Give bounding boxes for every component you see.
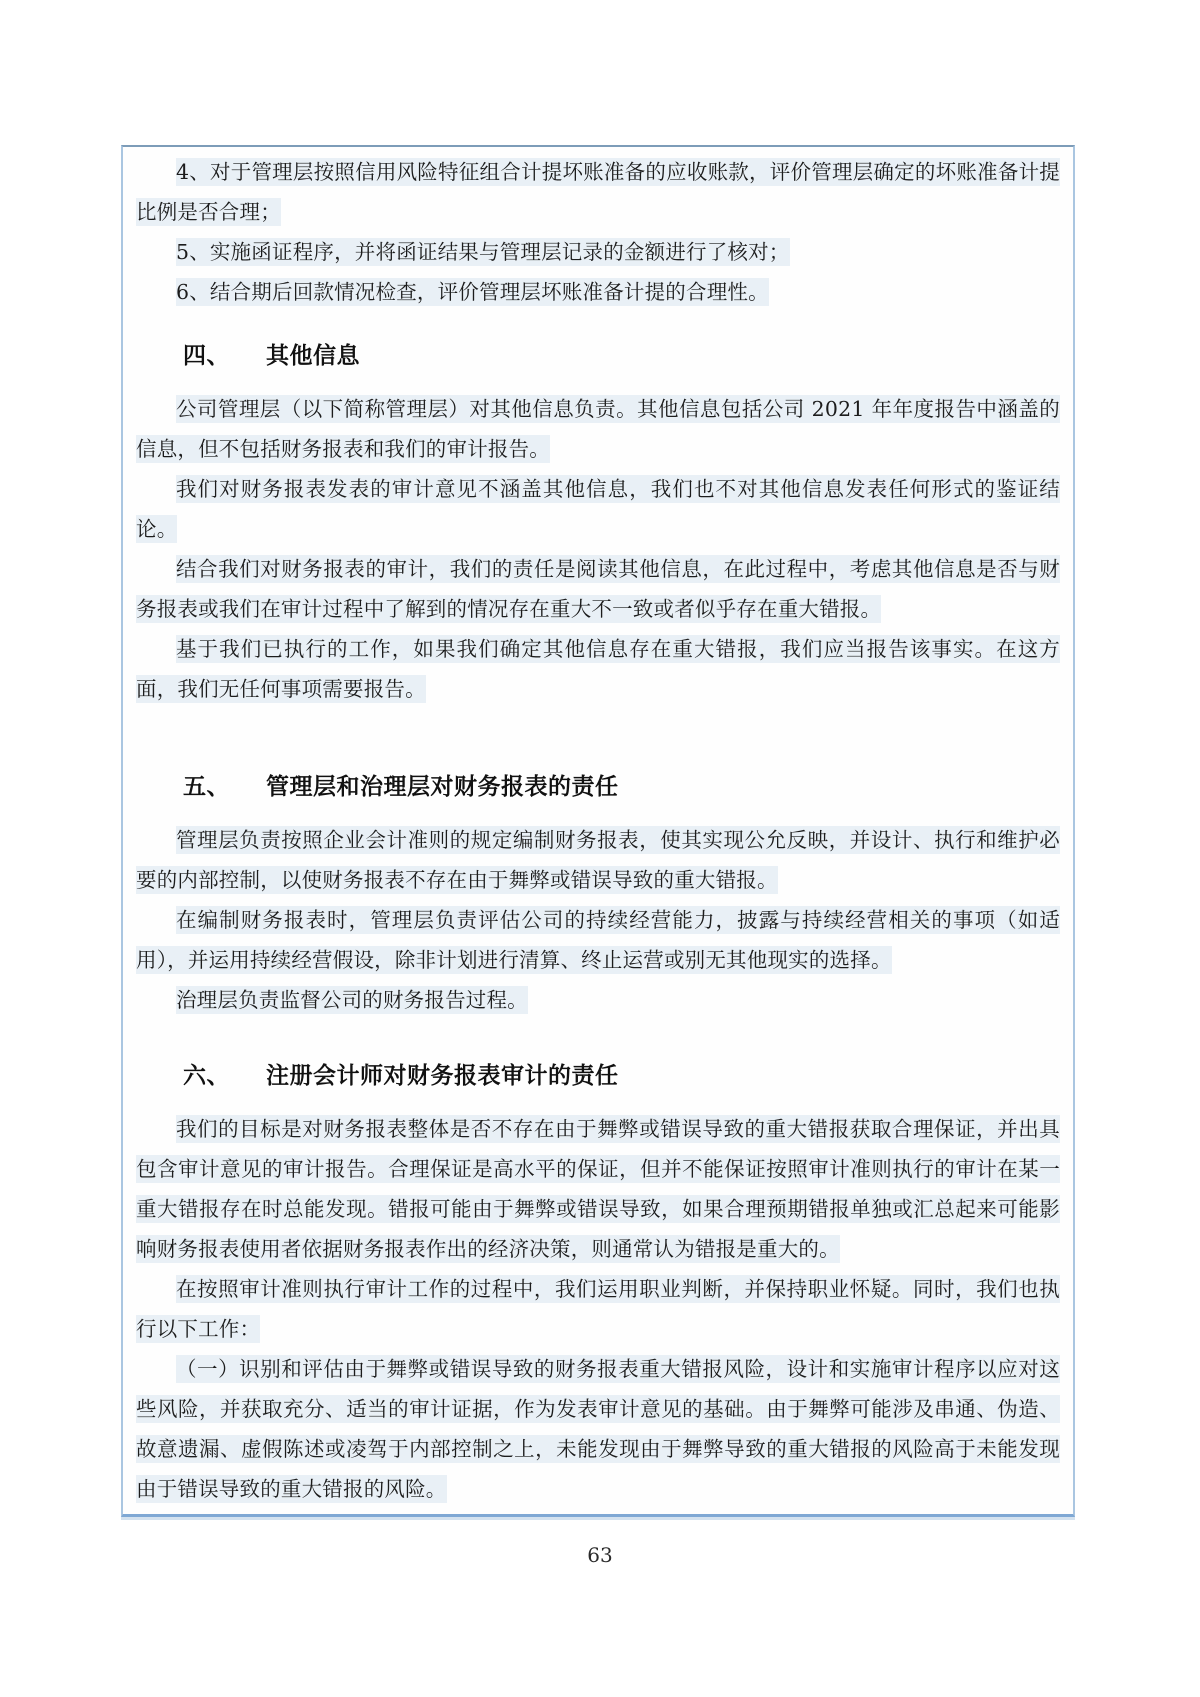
section-title: 管理层和治理层对财务报表的责任 bbox=[266, 774, 619, 800]
paragraph bbox=[136, 629, 1060, 709]
page-number: 63 bbox=[587, 1543, 613, 1567]
document-border-box bbox=[121, 145, 1075, 1517]
paragraph bbox=[136, 820, 1060, 900]
paragraph bbox=[136, 1349, 1060, 1509]
paragraph-text: 基于我们已执行的工作，如果我们确定其他信息存在重大错报，我们应当报告该事实。在这方面，我们无任何事项需要报告。 bbox=[136, 637, 1060, 701]
paragraph-text: 4、对于管理层按照信用风险特征组合计提坏账准备的应收账款，评价管理层确定的坏账准备计提比例是否合理； bbox=[136, 160, 1060, 224]
paragraph bbox=[136, 900, 1060, 980]
paragraph bbox=[136, 1269, 1060, 1349]
paragraph-item-5 bbox=[136, 232, 1060, 272]
paragraph-text: 治理层负责监督公司的财务报告过程。 bbox=[175, 988, 528, 1012]
paragraph bbox=[136, 1109, 1060, 1269]
paragraph-text: 结合我们对财务报表的审计，我们的责任是阅读其他信息，在此过程中，考虑其他信息是否与财务报表或我们在审计过程中了解到的情况存在重大不一致或者似乎存在重大错报。 bbox=[136, 557, 1060, 621]
paragraph bbox=[136, 549, 1060, 629]
paragraph-item-6 bbox=[136, 272, 1060, 312]
paragraph-text: 在编制财务报表时，管理层负责评估公司的持续经营能力，披露与持续经营相关的事项（如适用），并运用持续经营假设，除非计划进行清算、终止运营或别无其他现实的选择。 bbox=[136, 908, 1060, 972]
paragraph-text: 管理层负责按照企业会计准则的规定编制财务报表，使其实现公允反映，并设计、执行和维护必要的内部控制，以使财务报表不存在由于舞弊或错误导致的重大错报。 bbox=[136, 828, 1060, 892]
section-number: 四、 bbox=[183, 343, 230, 369]
section-number: 六、 bbox=[183, 1063, 230, 1089]
paragraph-item-4 bbox=[136, 152, 1060, 232]
paragraph-text: 公司管理层（以下简称管理层）对其他信息负责。其他信息包括公司 2021 年年度报告中涵盖的信息，但不包括财务报表和我们的审计报告。 bbox=[136, 397, 1060, 461]
section-heading-auditor-responsibility bbox=[136, 1056, 1060, 1096]
section-title: 注册会计师对财务报表审计的责任 bbox=[266, 1063, 619, 1089]
section-heading-other-information bbox=[136, 336, 1060, 376]
section-heading-management-responsibility bbox=[136, 767, 1060, 807]
paragraph-text: （一）识别和评估由于舞弊或错误导致的财务报表重大错报风险，设计和实施审计程序以应对这些风险，并获取充分、适当的审计证据，作为发表审计意见的基础。由于舞弊可能涉及串通、伪造、故意遗漏、虚假陈述或凌驾于内部控制之上，未能发现由于舞弊导致的重大错报的风险高于未能发现由于错误导致的重大错报的风险。 bbox=[136, 1357, 1060, 1501]
paragraph bbox=[136, 469, 1060, 549]
paragraph-text: 我们对财务报表发表的审计意见不涵盖其他信息，我们也不对其他信息发表任何形式的鉴证结论。 bbox=[136, 477, 1060, 541]
paragraph bbox=[136, 389, 1060, 469]
paragraph bbox=[136, 980, 1060, 1020]
paragraph-text: 5、实施函证程序，并将函证结果与管理层记录的金额进行了核对； bbox=[175, 240, 790, 264]
paragraph-text: 6、结合期后回款情况检查，评价管理层坏账准备计提的合理性。 bbox=[175, 280, 769, 304]
paragraph-text: 在按照审计准则执行审计工作的过程中，我们运用职业判断，并保持职业怀疑。同时，我们也执行以下工作： bbox=[136, 1277, 1060, 1341]
section-number: 五、 bbox=[183, 774, 230, 800]
paragraph-text: 我们的目标是对财务报表整体是否不存在由于舞弊或错误导致的重大错报获取合理保证，并出具包含审计意见的审计报告。合理保证是高水平的保证，但并不能保证按照审计准则执行的审计在某一重大错报存在时总能发现。错报可能由于舞弊或错误导致，如果合理预期错报单独或汇总起来可能影响财务报表使用者依据财务报表作出的经济决策，则通常认为错报是重大的。 bbox=[136, 1117, 1060, 1261]
section-title: 其他信息 bbox=[266, 343, 360, 369]
